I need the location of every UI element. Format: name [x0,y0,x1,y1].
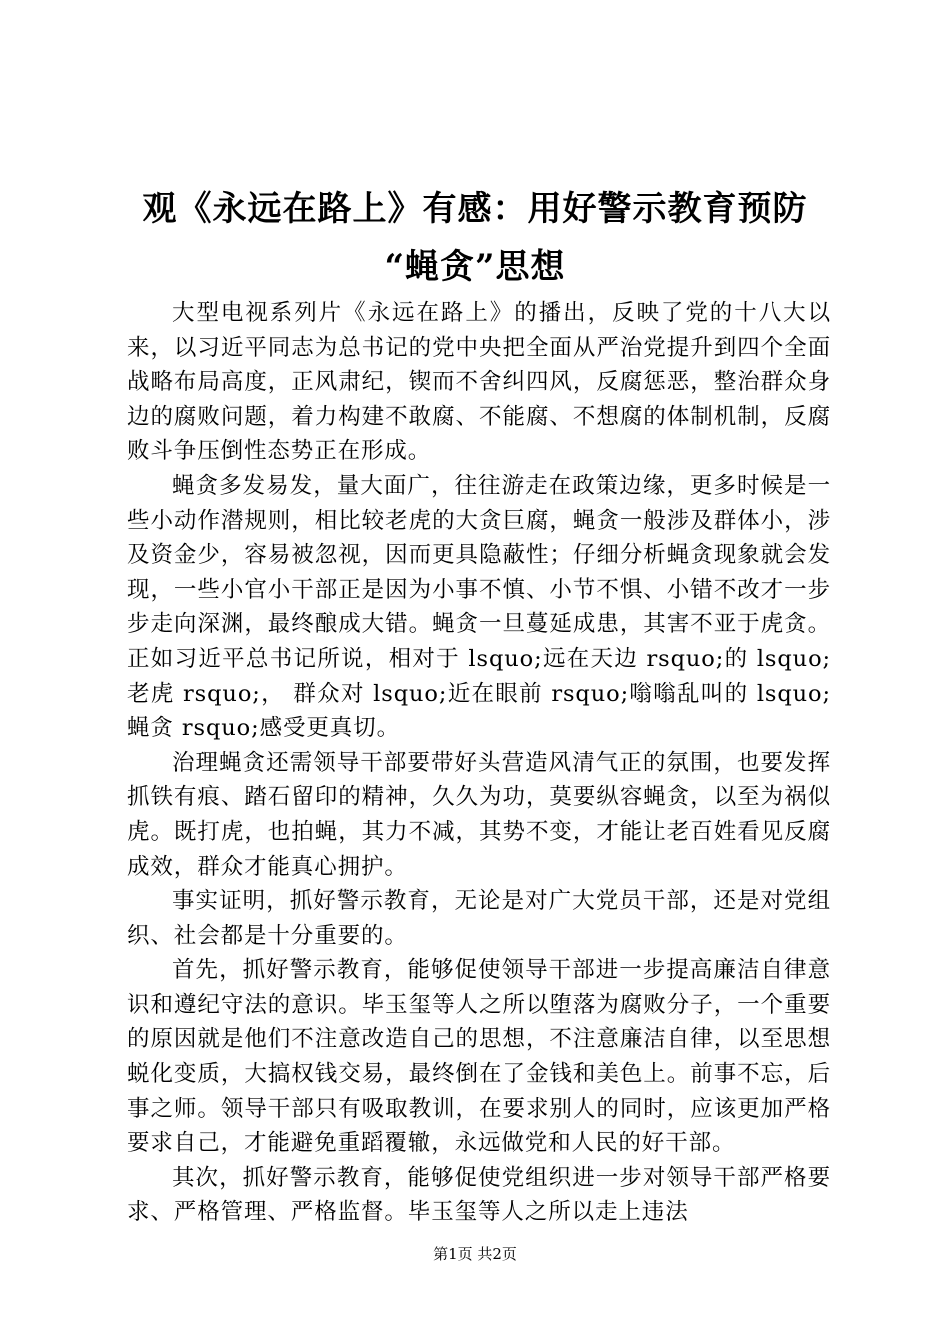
page-title-line-1: 观《永远在路上》有感：用好警示教育预防 [142,189,808,229]
page-title [120,180,830,296]
paragraph-5: 首先，抓好警示教育，能够促使领导干部进一步提高廉洁自律意识和遵纪守法的意识。毕玉玺等人之所以堕落为腐败分子，一个重要的原因就是他们不注意改造自己的思想，不注意廉洁自律，以至思想蜕化变质，大搞权钱交易，最终倒在了金钱和美色上。前事不忘，后事之师。领导干部只有吸取教训，在要求别人的同时，应该更加严格要求自己，才能避免重蹈覆辙，永远做党和人民的好干部。 [127,957,831,1157]
paragraph-4: 事实证明，抓好警示教育，无论是对广大党员干部，还是对党组织、社会都是十分重要的。 [127,888,831,949]
paragraph-6: 其次，抓好警示教育，能够促使党组织进一步对领导干部严格要求、严格管理、严格监督。毕玉玺等人之所以走上违法 [127,1164,831,1226]
paragraph-1: 大型电视系列片《永远在路上》的播出，反映了党的十八大以来，以习近平同志为总书记的党中央把全面从严治党提升到四个全面战略布局高度，正风肃纪，锲而不舍纠四风，反腐惩恶，整治群众身边的腐败问题，着力构建不敢腐、不能腐、不想腐的体制机制，反腐败斗争压倒性态势正在形成。 [127,300,831,465]
paragraph-2: 蝇贪多发易发，量大面广，往往游走在政策边缘，更多时候是一些小动作潜规则，相比较老虎的大贪巨腐，蝇贪一般涉及群体小，涉及资金少，容易被忽视，因而更具隐蔽性；仔细分析蝇贪现象就会发现，一些小官小干部正是因为小事不慎、小节不惧、小错不改才一步步走向深渊，最终酿成大错。蝇贪一旦蔓延成患，其害不亚于虎贪。正如习近平总书记所说，相对于 lsquo;远在天边 rsquo;的 lsquo;老虎 rsquo;， 群众对 lsquo;近在眼前 rsquo;嗡嗡乱叫的 lsquo;蝇贪 rsquo;感受更真切。 [127,472,831,742]
paragraph-3: 治理蝇贪还需领导干部要带好头营造风清气正的氛围，也要发挥抓铁有痕、踏石留印的精神，久久为功，莫要纵容蝇贪，以至为祸似虎。既打虎，也拍蝇，其力不减，其势不变，才能让老百姓看见反腐成效，群众才能真心拥护。 [127,749,831,880]
article-body [127,296,831,1230]
page-number-footer: 第1页 共2页 [433,1245,517,1263]
page-title-line-2: “蝇贪”思想 [384,247,566,287]
